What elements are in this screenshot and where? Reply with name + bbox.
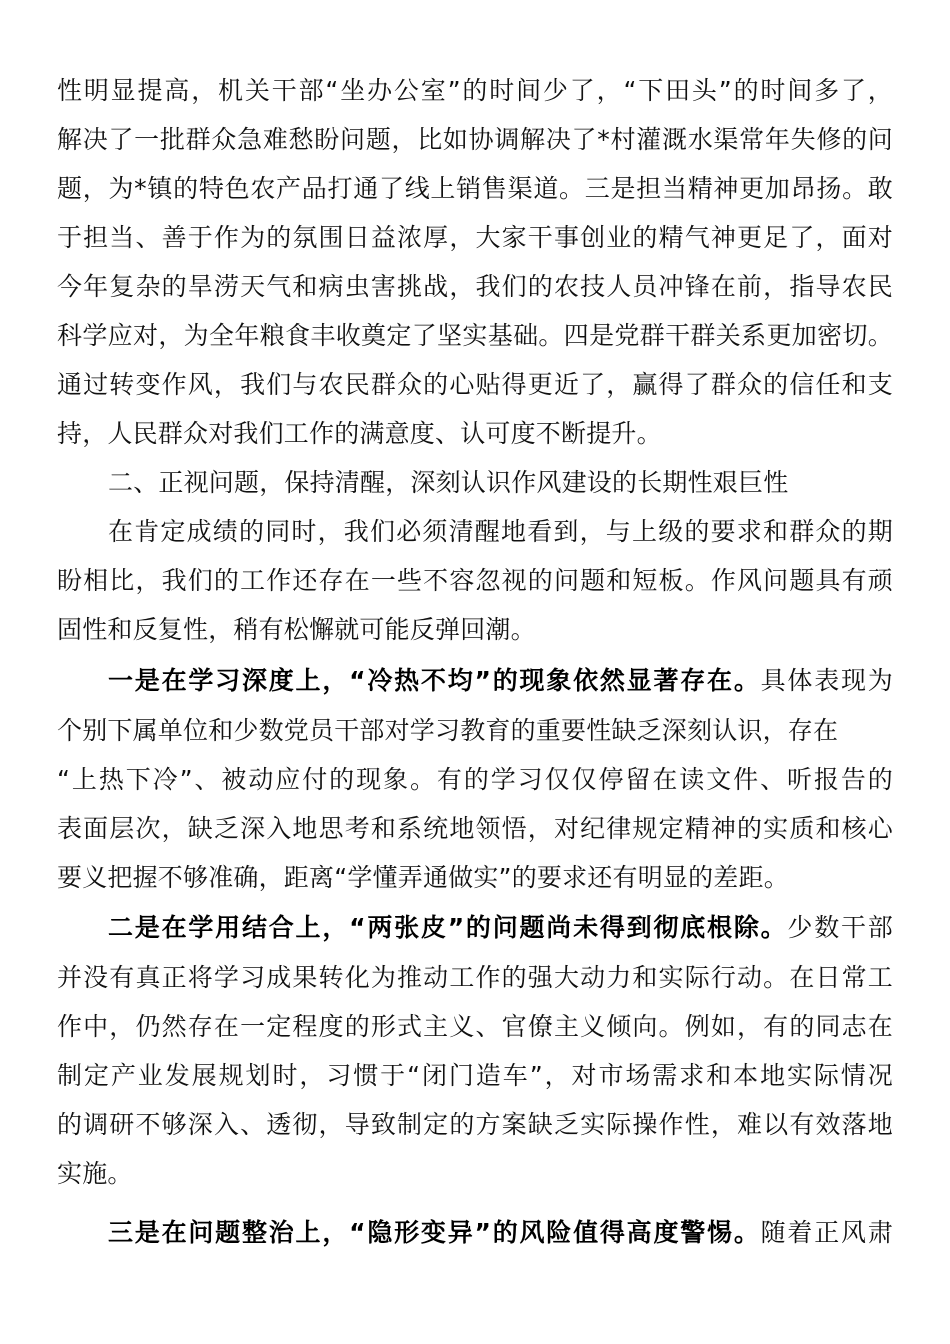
paragraph-line: 通过转变作风，我们与农民群众的心贴得更近了，赢得了群众的信任和支: [57, 370, 893, 399]
bold-lead: 三是在问题整治上，“隐形变异”的风险值得高度警惕。: [108, 1218, 761, 1247]
paragraph-line: 实施。: [57, 1159, 133, 1188]
paragraph-line: 解决了一批群众急难愁盼问题，比如协调解决了*村灌溉水渠常年失修的问: [57, 125, 893, 154]
paragraph-line: 要义把握不够准确，距离“学懂弄通做实”的要求还有明显的差距。: [57, 863, 789, 892]
paragraph-line: 作中，仍然存在一定程度的形式主义、官僚主义倾向。例如，有的同志在: [57, 1012, 893, 1041]
paragraph-line: 性明显提高，机关干部“坐办公室”的时间少了，“下田头”的时间多了，: [57, 76, 893, 105]
paragraph-first-line: [108, 661, 893, 701]
paragraph-line: “上热下冷”、被动应付的现象。有的学习仅仅停留在读文件、听报告的: [57, 765, 893, 794]
paragraph-line: 在肯定成绩的同时，我们必须清醒地看到，与上级的要求和群众的期: [108, 517, 893, 546]
paragraph-line: 的调研不够深入、透彻，导致制定的方案缺乏实际操作性，难以有效落地: [57, 1110, 893, 1139]
bold-lead: 一是在学习深度上，“冷热不均”的现象依然显著存在。: [108, 666, 761, 695]
paragraph-first-line: [108, 1213, 893, 1253]
paragraph-text: 少数干部: [787, 913, 893, 942]
bold-lead: 二是在学用结合上，“两张皮”的问题尚未得到彻底根除。: [108, 913, 788, 942]
paragraph-text: 具体表现为: [760, 666, 893, 695]
paragraph-line: 个别下属单位和少数党员干部对学习教育的重要性缺乏深刻认识，存在: [57, 716, 839, 745]
paragraph-line: 持，人民群众对我们工作的满意度、认可度不断提升。: [57, 419, 662, 448]
section-heading: 二、正视问题，保持清醒，深刻认识作风建设的长期性艰巨性: [108, 468, 789, 497]
paragraph-text: 随着正风肃: [760, 1218, 893, 1247]
paragraph-line: 盼相比，我们的工作还存在一些不容忽视的问题和短板。作风问题具有顽: [57, 566, 893, 595]
paragraph-line: 并没有真正将学习成果转化为推动工作的强大动力和实际行动。在日常工: [57, 963, 893, 992]
paragraph-line: 制定产业发展规划时，习惯于“闭门造车”，对市场需求和本地实际情况: [57, 1061, 893, 1090]
paragraph-line: 今年复杂的旱涝天气和病虫害挑战，我们的农技人员冲锋在前，指导农民: [57, 272, 893, 301]
paragraph-line: 固性和反复性，稍有松懈就可能反弹回潮。: [57, 615, 536, 644]
paragraph-first-line: [108, 908, 893, 948]
paragraph-line: 题，为*镇的特色农产品打通了线上销售渠道。三是担当精神更加昂扬。敢: [57, 174, 893, 203]
paragraph-line: 科学应对，为全年粮食丰收奠定了坚实基础。四是党群干群关系更加密切。: [57, 321, 893, 350]
paragraph-line: 于担当、善于作为的氛围日益浓厚，大家干事创业的精气神更足了，面对: [57, 223, 893, 252]
paragraph-line: 表面层次，缺乏深入地思考和系统地领悟，对纪律规定精神的实质和核心: [57, 814, 893, 843]
